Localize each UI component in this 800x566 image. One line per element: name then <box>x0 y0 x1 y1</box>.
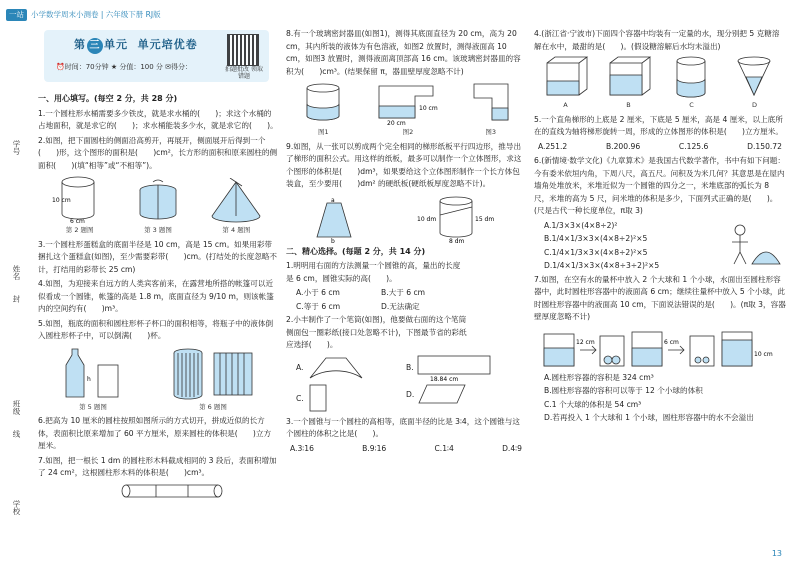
section-fill-blank: 一、用心填写。(每空 2 分，共 28 分) <box>38 94 178 103</box>
mc-question-2: 2.小丰制作了一个笔筒(如图)，他要做右面的这个笔筒侧面包一圈彩纸(接口处忽略不计)，下图最节省的彩纸应选择( )。 <box>286 315 467 349</box>
figure-8-3 <box>468 80 514 139</box>
mc-q7-option-a[interactable]: A.圆柱形容器的容积是 324 cm³ <box>544 372 654 382</box>
binding-sidebar <box>8 100 30 540</box>
mc-q5-option-d[interactable]: D.150.72 <box>747 141 782 151</box>
question-8: 8.有一个玻璃密封器皿(如图1)，测得其底面直径为 20 cm，高为 20 cm，其内所装的液体为有色溶液，如图2 放置时，测得液面高 10 cm，如图3 放置时，测得液面离顶部高 16 cm。该玻璃密封器皿的容积为( )cm³。(结果保留 π，器皿壁厚度忽略不计) <box>286 29 521 76</box>
mc-q1-option-b[interactable]: B.大于 6 cm <box>381 288 426 297</box>
mc-q5-option-c[interactable]: C.125.6 <box>678 141 709 151</box>
mc-q3-option-d[interactable]: D.4∶9 <box>502 443 522 453</box>
mc-question-4: 4.(浙江省·宁波市)下面四个容器中均装有一定量的水，现分别把 5 克糖溶解在水中，最甜的是( )。(假设糖溶解后水均未溢出) <box>534 29 780 51</box>
figure-8-2 <box>373 80 443 139</box>
mc-q6-option-d[interactable]: D.1/4×1/3×3×(4×8÷3÷2)²×5 <box>544 261 660 270</box>
brand-tag: 一站 <box>6 9 27 21</box>
mc-q5-option-a[interactable]: A.251.2 <box>538 141 568 151</box>
label-school: 学校 <box>12 500 21 515</box>
unit-name: 单元培优卷 <box>137 38 198 51</box>
unit-number: 三 <box>87 38 103 54</box>
mc-q1-option-a[interactable]: A.小于 6 cm <box>296 288 340 297</box>
mc-q3-options <box>290 443 522 456</box>
mc-q2-option-d[interactable]: D. <box>406 383 526 415</box>
column-1 <box>38 90 278 500</box>
mc-q1-options <box>286 287 466 314</box>
question-7: 7.如图，把一根长 1 dm 的圆柱形木料截成相同的 3 段后，表面积增加了 24 cm²，这根圆柱形木料的体积是( )cm³。 <box>38 455 277 477</box>
test-info: ⏰时间：70分钟 ★ 分值：100 分 ✉得分： <box>56 63 193 71</box>
label-student-no: 学号 <box>12 140 21 155</box>
caption-fig8-1: 图1 <box>318 128 329 136</box>
qr-code-icon[interactable] <box>227 34 259 66</box>
svg-text:18.84 cm: 18.84 cm <box>430 375 459 382</box>
svg-text:10 dm: 10 dm <box>417 215 437 223</box>
label-line: 线 <box>12 430 21 438</box>
svg-text:a: a <box>331 196 335 204</box>
question-4: 4.如图，为迎接来自远方的人类宾客前来，在露营地所搭的帐篷可以近似看成一个圆锥，帐篷的高是 1.8 m，底面直径为 9/10 m，则该帐篷内的空间约有( )m³。 <box>38 279 274 313</box>
figure-2 <box>50 174 110 237</box>
label-class: 班级 <box>12 400 21 415</box>
svg-text:15 dm: 15 dm <box>475 215 495 223</box>
figure-3 <box>133 178 183 237</box>
mc-q1-option-c[interactable]: C.等于 6 cm <box>296 301 341 311</box>
fig2-height: 10 cm <box>51 197 71 204</box>
container-b[interactable]: B <box>606 55 652 112</box>
svg-text:10 cm: 10 cm <box>754 350 773 358</box>
mc-q2-option-b[interactable]: B. 18.84 cm <box>406 354 526 382</box>
mc-question-5: 5.一个直角梯形的上底是 2 厘米，下底是 5 厘米，高是 4 厘米，以上底所在的直线为轴将梯形旋转一周，形成的立体图形的体积是( )立方厘米。 <box>534 114 783 136</box>
mc-question-7: 7.如图，在空有水的量杯中放入 2 个大球和 1 个小球，水面出至圆柱形容器中，此时圆柱形容器中的液面高 6 cm；继续往量杯中放入 5 个小球，此时圆柱形容器中的液面高 10 cm，下面说法错误的是( )。(π取 3，容器壁厚度忽略不计) <box>534 274 786 321</box>
unit-header <box>44 30 269 82</box>
figure-9-trapezoid <box>311 197 361 243</box>
unit-prefix: 第 <box>74 38 86 51</box>
figure-9-solid <box>411 193 501 243</box>
mc-q6-option-c[interactable]: C.1/4×1/3×3×(4×8÷2)²×5 <box>544 247 648 257</box>
svg-text:h: h <box>87 375 91 383</box>
figure-6 <box>168 345 258 414</box>
figures-2-4 <box>38 174 278 237</box>
mc-question-3: 3.一个圆锥与一个圆柱的高相等，底面半径的比是 3∶4，这个圆锥与这个圆柱的体积之比是( )。 <box>286 416 520 438</box>
caption-fig8-3: 图3 <box>485 128 496 136</box>
mc-q1-option-d[interactable]: D.无法确定 <box>381 301 420 311</box>
caption-fig6: 第 6 题图 <box>199 402 227 411</box>
figures-9 <box>286 193 526 243</box>
mc-q3-option-a[interactable]: A.3∶16 <box>290 443 314 453</box>
svg-text:6 cm: 6 cm <box>664 338 679 346</box>
container-c[interactable]: C <box>669 55 715 112</box>
book-title: 小学数学周末小测卷 | 六年级下册 RJ版 <box>31 10 161 19</box>
svg-text:12 cm: 12 cm <box>576 338 595 346</box>
label-seal: 封 <box>12 295 21 303</box>
mc-q3-option-c[interactable]: C.1∶4 <box>434 443 454 453</box>
column-3 <box>534 28 786 426</box>
mc-q6-option-b[interactable]: B.1/4×1/3×3×(4×8÷2)²×5 <box>544 234 648 243</box>
mc-q3-option-b[interactable]: B.9∶16 <box>362 443 387 453</box>
unit-title <box>74 36 198 54</box>
mc-q7-illustration <box>540 326 780 370</box>
question-6: 6.把高为 10 厘米的圆柱按照如图所示的方式切开，拼成近似的长方体，表面积比原来增加了 60 平方厘米，原来圆柱的体积是( )立方厘米。 <box>38 416 272 450</box>
mc-q2-options <box>286 354 526 416</box>
mc-q7-option-b[interactable]: B.圆柱形容器的容积可以等于 12 个小球的体积 <box>544 386 703 395</box>
section-multiple-choice: 二、精心选择。(每题 2 分，共 14 分) <box>286 246 426 256</box>
figure-8-1 <box>298 80 348 139</box>
rice-pile-illustration <box>722 220 782 270</box>
svg-text:8 dm: 8 dm <box>449 237 465 243</box>
figure-7 <box>118 482 228 500</box>
container-d[interactable]: D <box>732 55 778 112</box>
figures-8 <box>286 80 526 139</box>
question-2: 2.如图，把下面圆柱的侧面沿高剪开，再展开，侧面展开后得到一个( )形，这个图形的面积是( )cm²，长方形的面积和原来圆柱的侧面积( )(填“相等”或“不相等”)。 <box>38 135 278 170</box>
page-number: 13 <box>771 549 782 558</box>
fig2-diameter: 6 cm <box>69 218 85 224</box>
svg-text:b: b <box>331 237 335 243</box>
mc-q6-options <box>534 220 786 273</box>
label-name: 姓名 <box>12 265 21 280</box>
question-9: 9.如图，从一张可以剪成两个完全相同的梯形纸板平行四边形，推导出了梯形的面积公式。用这样的纸板，最多可以制作一个立体图形，求这个图形的体积是( )dm³，如果要给这个立体图形制作一个长方体包装盒，至少要用( )dm² 的硬纸板(硬纸板厚度忽略不计)。 <box>286 141 522 188</box>
mc-q2-option-c[interactable]: C. <box>296 383 396 415</box>
mc-q7-option-c[interactable]: C.1 个大球的体积是 54 cm³ <box>544 399 642 409</box>
mc-q5-options <box>538 141 782 154</box>
figures-5-6 <box>38 345 278 414</box>
caption-fig3: 第 3 题图 <box>144 226 172 234</box>
figure-5 <box>58 345 128 414</box>
mc-question-6: 6.(新情境·数学文化)《九章算术》是我国古代数学著作，书中有如下问题：今有委米依垣内角，下周八尺，高五尺。问积及为米几何？其意思是在屋内墙角处堆放米，米堆近似为一个圆锥的四分之一，米堆底部的弧长为 8 尺，米堆的高为 5 尺，问米堆的体积是多少，下面列式正确的是( )。(尺是古代一种长度单位，π取 3) <box>534 156 785 215</box>
mc-question-1: 1.明明用右面的方法测量一个圆锥的高，量出的长度是 6 cm，圆锥实际的高( )。 <box>286 261 461 283</box>
caption-fig4: 第 4 题图 <box>222 226 251 234</box>
mc-q7-figures <box>534 326 786 370</box>
figure-4 <box>206 178 266 237</box>
question-3: 3.一个圆柱形蛋糕盒的底面半径是 10 cm，高是 15 cm。如果用彩带捆扎这个蛋糕盒(如图)，至少需要彩带( )cm。(打结处的长度忽略不计，打结用的彩带长 25 cm) <box>38 239 278 274</box>
qr-caption: 拍题批改 领取错题 <box>225 66 263 80</box>
svg-text:20 cm: 20 cm <box>386 120 406 126</box>
container-a[interactable]: A <box>543 55 589 112</box>
caption-fig2: 第 2 题图 <box>65 226 94 234</box>
question-1: 1.一个圆柱形水桶需要多少铁皮，就是求水桶的( )；求这个水桶的占地面积，就是求它的( )；求水桶能装多少水，就是求它的( )。 <box>38 108 278 130</box>
top-bar <box>6 9 276 21</box>
mc-q4-figures <box>534 55 786 112</box>
unit-suffix: 单元 <box>104 38 128 51</box>
caption-fig5: 第 5 题图 <box>79 402 107 411</box>
svg-text:10 cm: 10 cm <box>418 105 438 112</box>
mc-q6-option-a[interactable]: A.1/3×3×(4×8÷2)² <box>544 220 618 230</box>
question-5: 5.如图，瓶底的面积和圆柱形杯子杯口的面积相等，将瓶子中的液体倒入圆柱形杯子中，可以倒满( )杯。 <box>38 318 274 340</box>
mc-q7-option-d[interactable]: D.若再投入 1 个大球和 1 个小球，圆柱形容器中的水不会溢出 <box>544 413 754 422</box>
caption-fig8-2: 图2 <box>402 128 414 136</box>
mc-q5-option-b[interactable]: B.200.96 <box>605 141 641 151</box>
column-2 <box>286 28 526 457</box>
mc-q2-option-a[interactable]: A. <box>296 354 396 382</box>
